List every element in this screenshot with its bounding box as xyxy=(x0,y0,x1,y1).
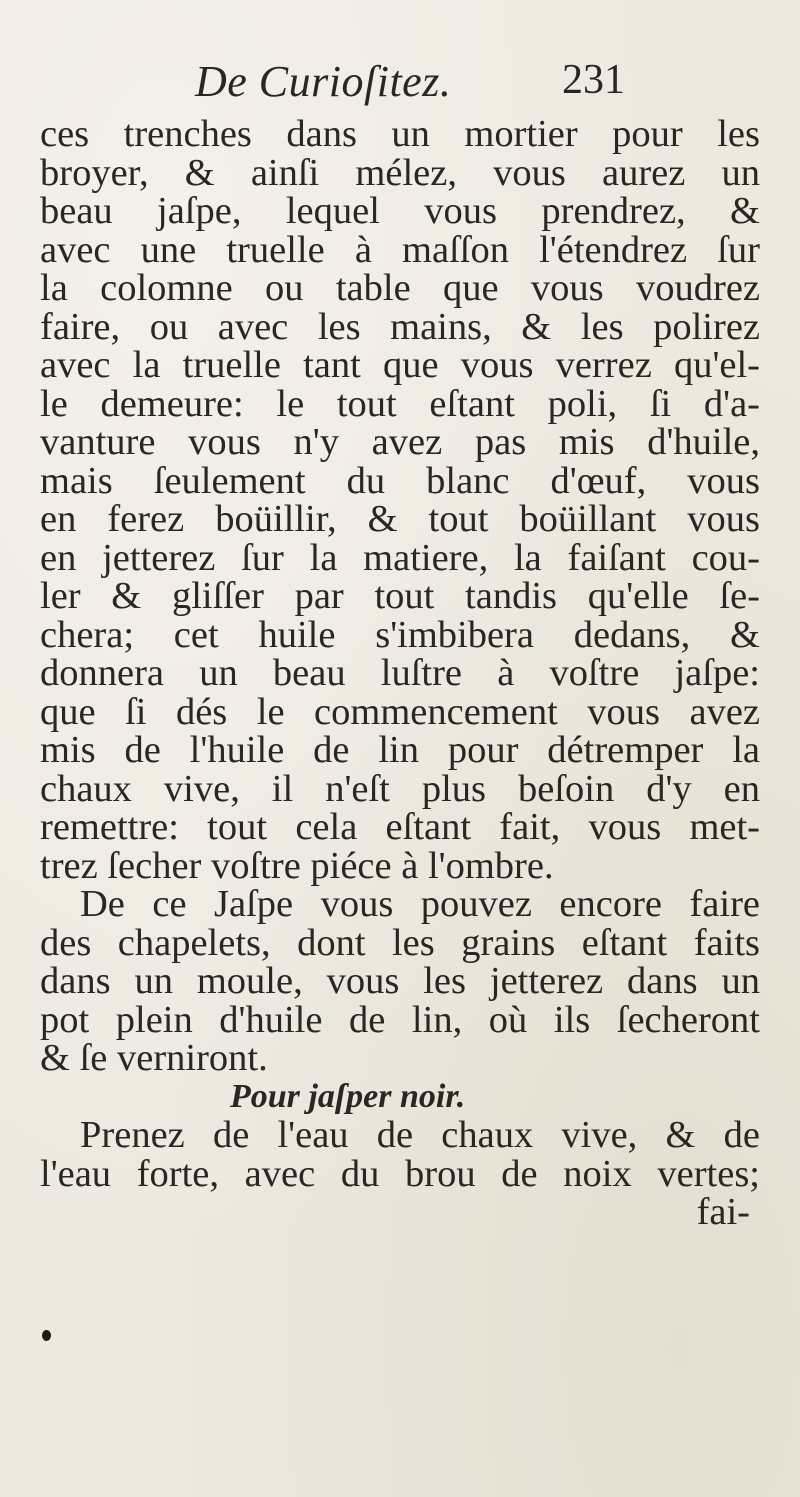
text-line: que ſi dés le commencement vous avez xyxy=(40,690,760,733)
text-line: l'eau forte, avec du brou de noix vertes; xyxy=(40,1152,760,1195)
text-line: donnera un beau luſtre à voſtre jaſpe: xyxy=(40,652,760,694)
text-line: De ce Jaſpe vous pouvez encore faire xyxy=(80,883,760,925)
text-line: chera; cet huile s'imbibera dedans, & xyxy=(40,613,760,656)
text-line: Prenez de l'eau de chaux vive, & de xyxy=(80,1114,760,1156)
text-line: remettre: tout cela eſtant fait, vous met- xyxy=(40,806,760,848)
text-line: des chapelets, dont les grains eſtant faits xyxy=(40,921,760,964)
text-line: en ferez boüillir, & tout boüillant vous xyxy=(40,498,760,540)
text-line: beau jaſpe, lequel vous prendrez, & xyxy=(40,190,760,232)
paragraph-2 xyxy=(40,885,760,1078)
text-line: broyer, & ainſi mélez, vous aurez un xyxy=(40,151,760,194)
page-number: 231 xyxy=(562,57,625,103)
text-line: la colomne ou table que vous voudrez xyxy=(40,267,760,309)
text-line: & ſe verniront. xyxy=(40,1037,268,1079)
ink-speck xyxy=(42,1330,51,1341)
text-line: en jetterez ſur la matiere, la faiſant cou- xyxy=(40,536,760,579)
text-line: trez ſecher voſtre piéce à l'ombre. xyxy=(40,844,554,887)
text-line: pot plein d'huile de lin, où ils ſecheront xyxy=(40,998,760,1041)
catchword: fai- xyxy=(696,1191,750,1233)
text-line: mis de l'huile de lin pour détremper la xyxy=(40,729,760,771)
text-line: ces trenches dans un mortier pour les xyxy=(40,113,760,155)
section-subheading: Pour jaſper noir. xyxy=(230,1077,466,1115)
text-line: ler & gliſſer par tout tandis qu'elle ſe- xyxy=(40,575,760,617)
body-text xyxy=(40,115,760,1232)
paragraph-1 xyxy=(40,115,760,885)
text-line: avec une truelle à maſſon l'étendrez ſur xyxy=(40,228,760,271)
text-line: le demeure: le tout eſtant poli, ſi d'a- xyxy=(40,382,760,425)
text-line: dans un moule, vous les jetterez dans un xyxy=(40,960,760,1002)
text-line: vanture vous n'y avez pas mis d'huile, xyxy=(40,421,760,463)
running-title: De Curioſitez. xyxy=(195,57,452,106)
text-line: avec la truelle tant que vous verrez qu'el- xyxy=(40,344,760,386)
text-line: faire, ou avec les mains, & les polirez xyxy=(40,305,760,348)
text-line: mais ſeulement du blanc d'œuf, vous xyxy=(40,459,760,502)
paragraph-3 xyxy=(40,1116,760,1193)
text-line: chaux vive, il n'eſt plus beſoin d'y en xyxy=(40,767,760,810)
page-header xyxy=(0,50,800,110)
